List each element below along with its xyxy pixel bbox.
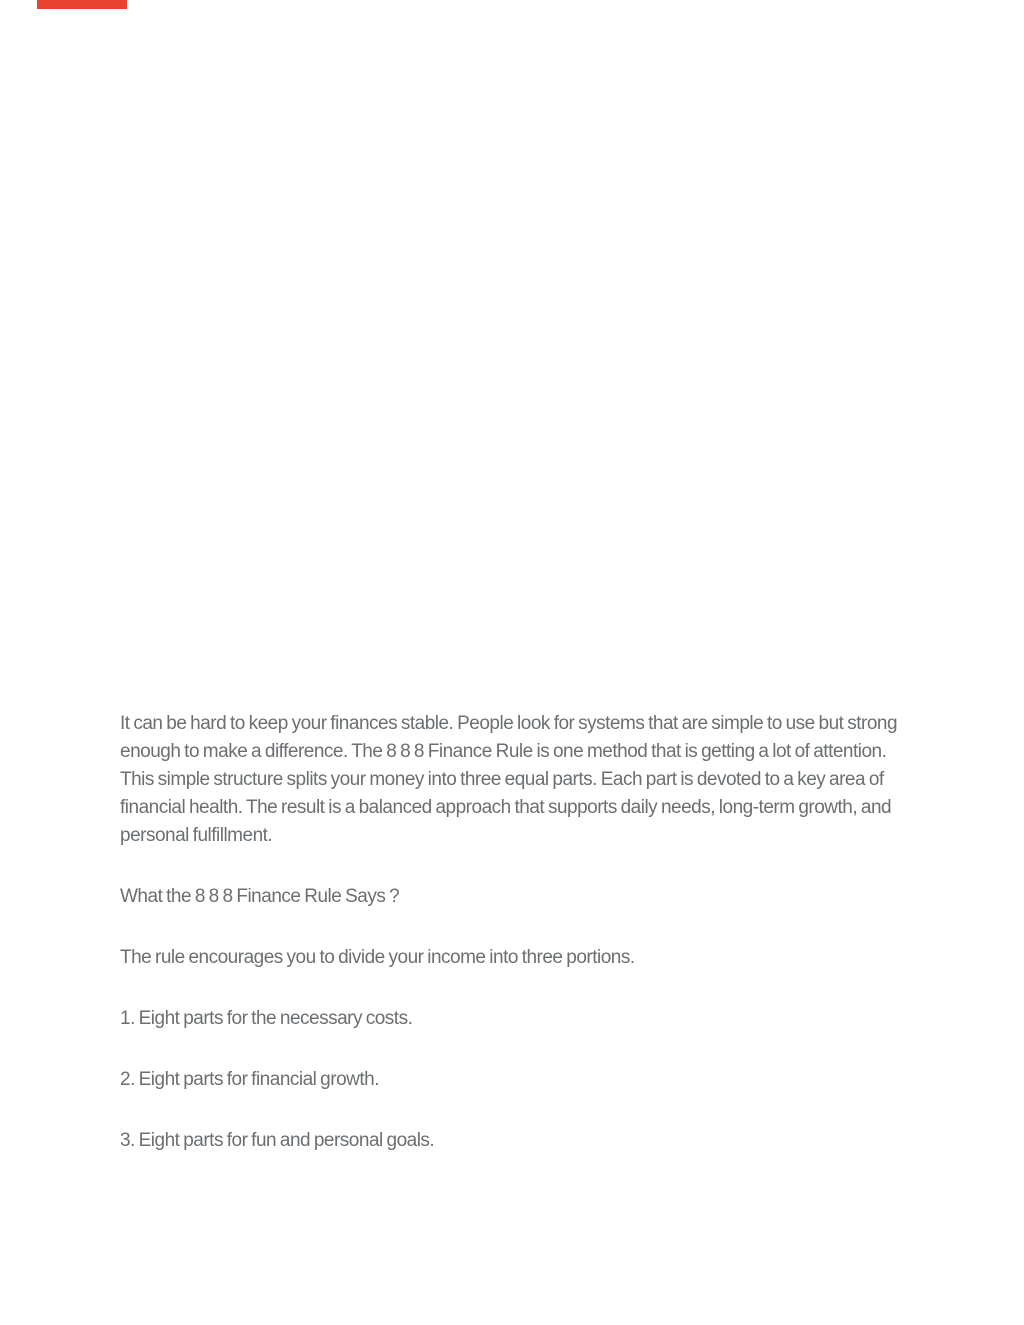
intro-paragraph: It can be hard to keep your finances stable. People look for systems that are simple to use but strong enough to make a difference. The 8 8 8 Finance Rule is one method that is getting a lot of attention. This simple structure splits your money into three equal parts. Each part is devoted to a key area of financial health. The result is a balanced approach that supports daily needs, long-term growth, and personal fulfillment. [120,713,898,846]
article [120,710,910,1188]
lead-sentence: The rule encourages you to divide your income into three portions. [120,947,635,968]
section-heading: What the 8 8 8 Finance Rule Says ? [120,886,400,907]
list-item-1: 1. Eight parts for the necessary costs. [120,1008,413,1029]
top-left-red-bar [37,0,127,9]
list-item-2: 2. Eight parts for financial growth. [120,1069,379,1090]
list-item-3: 3. Eight parts for fun and personal goals. [120,1130,435,1151]
